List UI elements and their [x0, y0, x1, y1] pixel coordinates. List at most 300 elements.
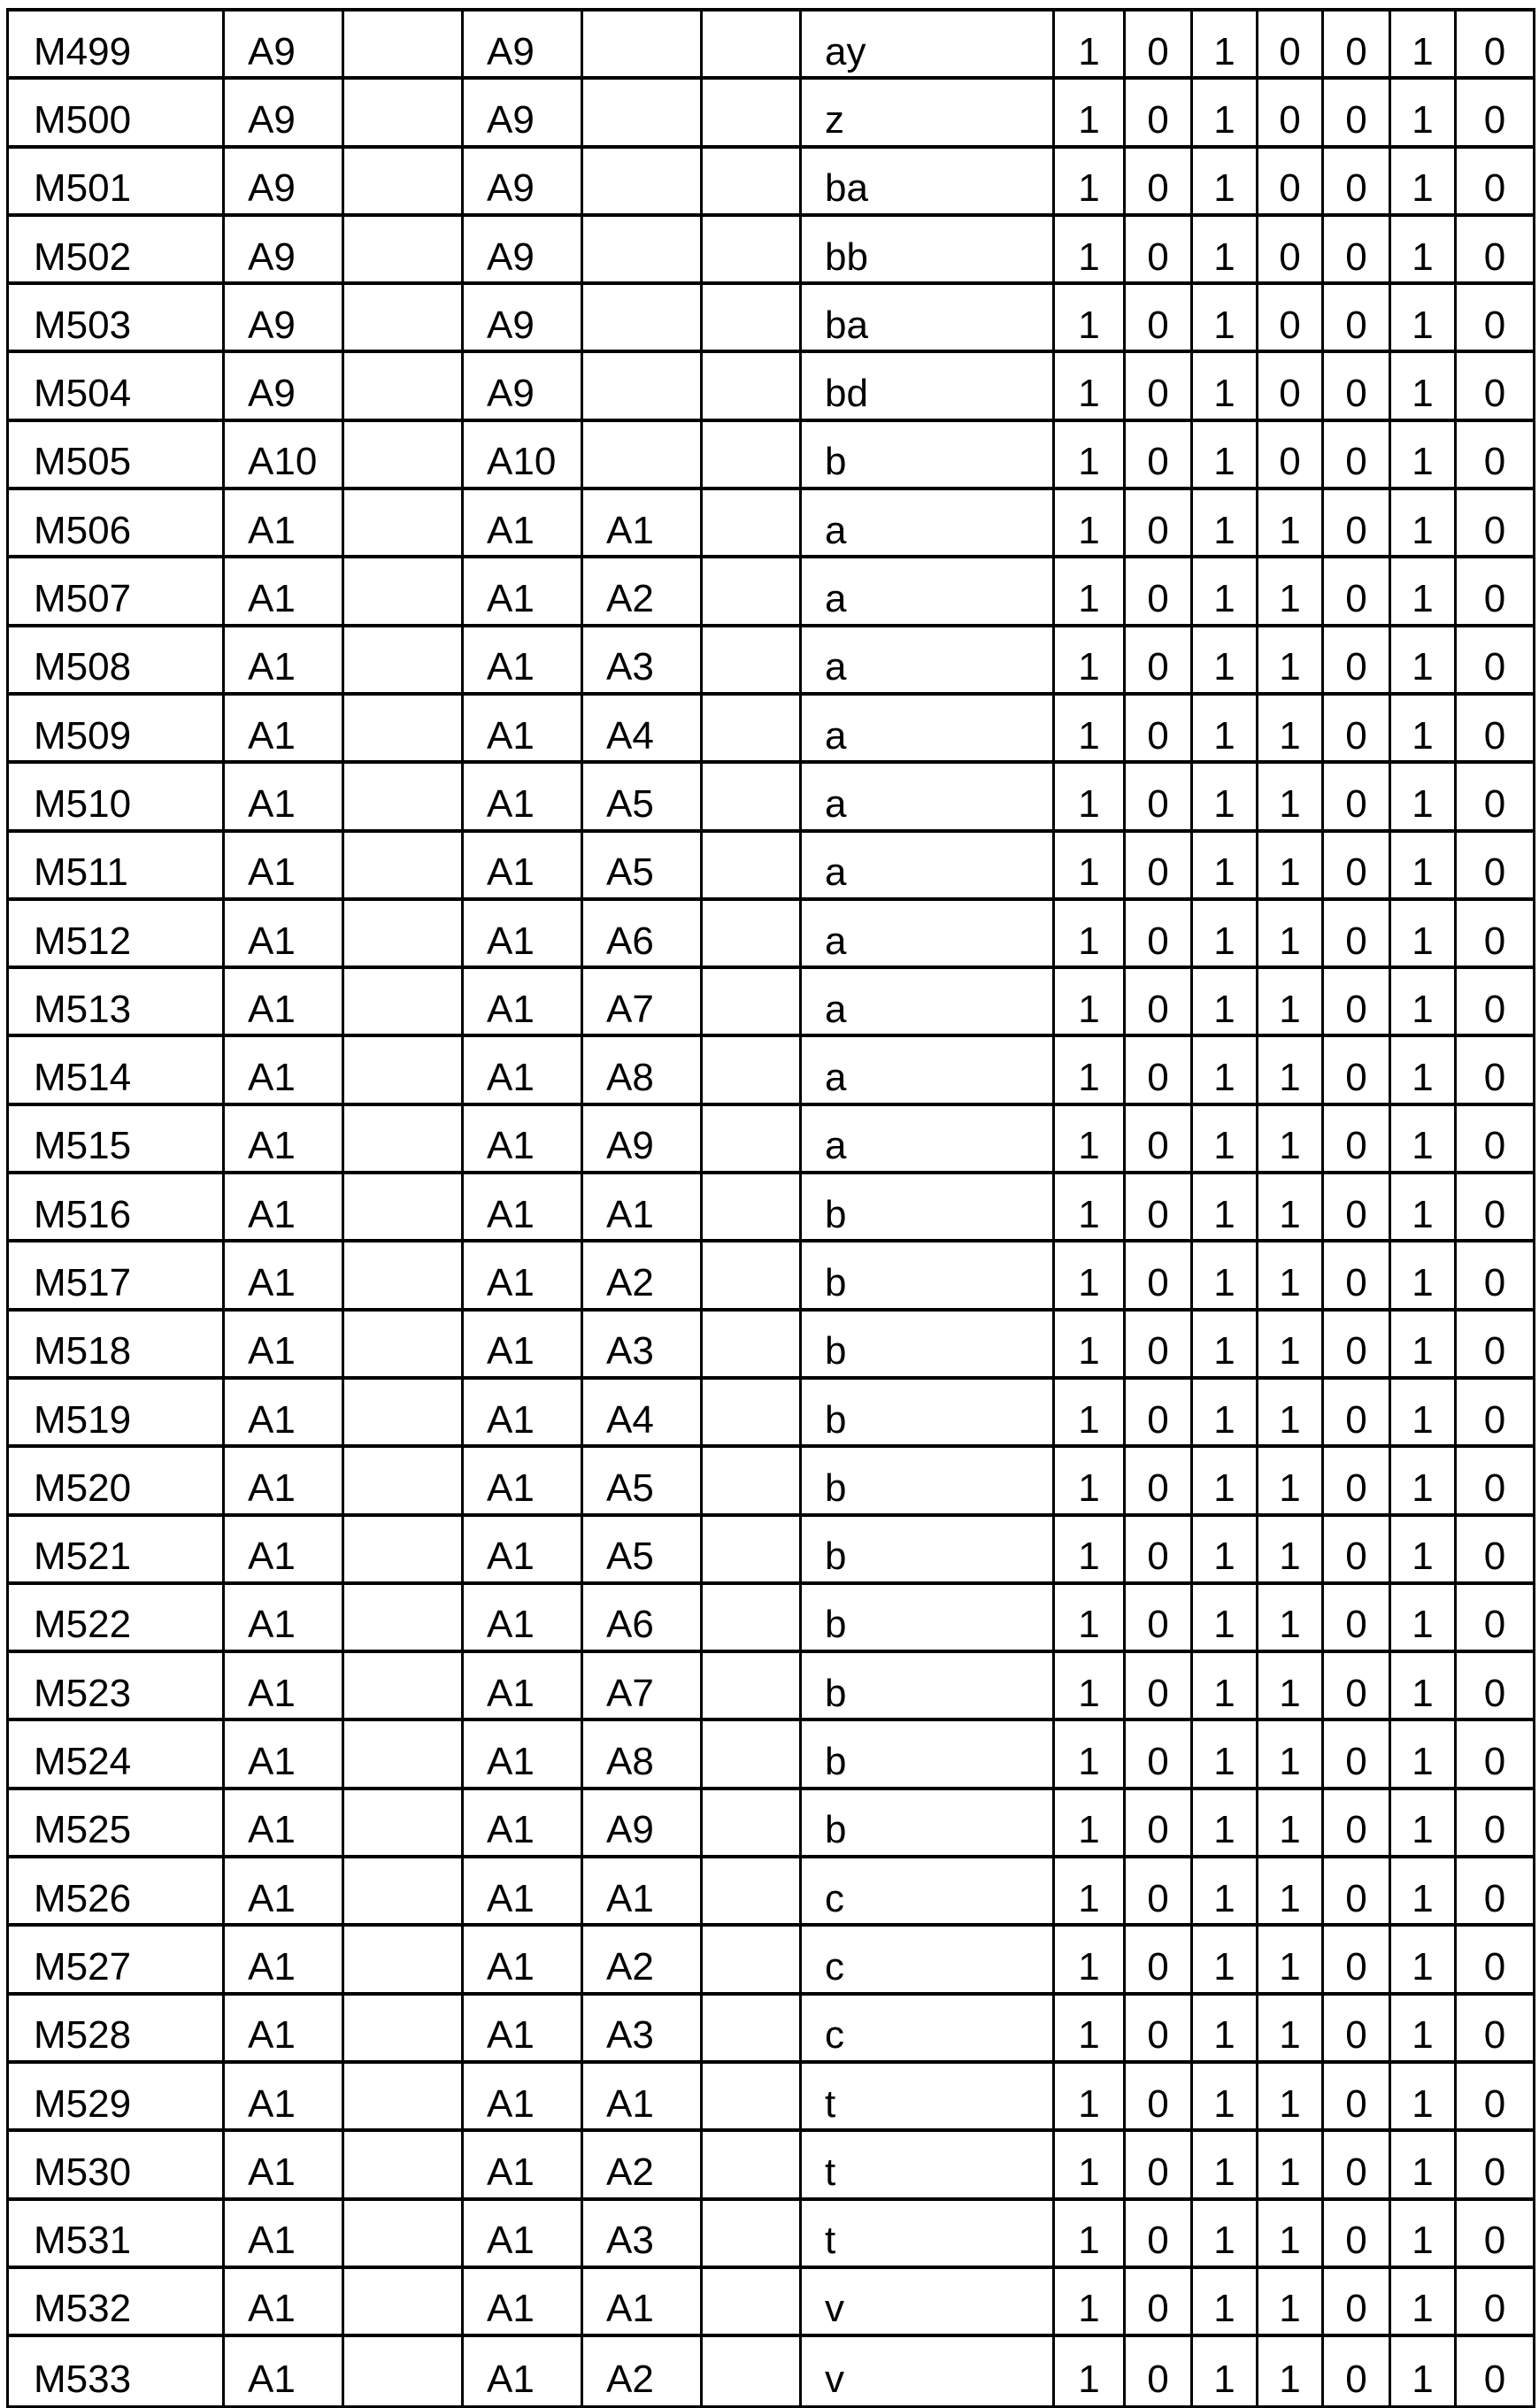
- cell-label: b: [802, 422, 1055, 490]
- cell-blank-1: [344, 627, 464, 696]
- cell-blank-2: [703, 696, 802, 764]
- cell-flag-4: 1: [1258, 1790, 1324, 1858]
- cell-marker-id: M530: [9, 2132, 225, 2200]
- cell-blank-1: [344, 1858, 464, 1927]
- cell-group-b: A9: [464, 80, 583, 148]
- cell-group-b: A1: [464, 627, 583, 696]
- cell-group-b: A1: [464, 901, 583, 969]
- cell-flag-2: 0: [1126, 1106, 1193, 1174]
- cell-flag-3: 1: [1193, 2132, 1258, 2200]
- cell-blank-1: [344, 2132, 464, 2200]
- cell-flag-6: 1: [1391, 490, 1457, 558]
- cell-flag-6: 1: [1391, 80, 1457, 148]
- cell-flag-5: 0: [1324, 1585, 1391, 1653]
- cell-flag-7: 0: [1457, 353, 1533, 421]
- cell-group-a: A1: [225, 696, 344, 764]
- cell-label: b: [802, 1174, 1055, 1242]
- cell-group-b: A1: [464, 1721, 583, 1789]
- cell-flag-7: 0: [1457, 80, 1533, 148]
- cell-flag-3: 1: [1193, 353, 1258, 421]
- cell-blank-2: [703, 285, 802, 353]
- cell-marker-id: M531: [9, 2201, 225, 2269]
- cell-flag-1: 1: [1055, 2132, 1126, 2200]
- cell-marker-id: M521: [9, 1517, 225, 1585]
- cell-flag-7: 0: [1457, 2269, 1533, 2337]
- cell-flag-5: 0: [1324, 217, 1391, 285]
- cell-flag-1: 1: [1055, 2337, 1126, 2405]
- cell-flag-5: 0: [1324, 627, 1391, 696]
- cell-label: a: [802, 901, 1055, 969]
- cell-marker-id: M523: [9, 1653, 225, 1721]
- cell-blank-2: [703, 1242, 802, 1311]
- cell-label: b: [802, 1312, 1055, 1380]
- cell-group-b: A1: [464, 2337, 583, 2405]
- cell-marker-id: M517: [9, 1242, 225, 1311]
- cell-flag-3: 1: [1193, 2337, 1258, 2405]
- cell-group-b: A1: [464, 1037, 583, 1105]
- cell-group-b: A1: [464, 2064, 583, 2132]
- cell-flag-6: 1: [1391, 2337, 1457, 2405]
- cell-blank-1: [344, 353, 464, 421]
- cell-group-b: A1: [464, 1858, 583, 1927]
- cell-flag-7: 0: [1457, 490, 1533, 558]
- cell-blank-1: [344, 1106, 464, 1174]
- cell-group-c: A2: [583, 558, 703, 627]
- cell-flag-7: 0: [1457, 1927, 1533, 1995]
- cell-group-a: A1: [225, 2064, 344, 2132]
- cell-flag-5: 0: [1324, 2132, 1391, 2200]
- cell-group-a: A1: [225, 1448, 344, 1516]
- cell-marker-id: M506: [9, 490, 225, 558]
- cell-flag-1: 1: [1055, 422, 1126, 490]
- cell-flag-2: 0: [1126, 833, 1193, 901]
- cell-flag-5: 0: [1324, 2201, 1391, 2269]
- cell-group-a: A1: [225, 1858, 344, 1927]
- cell-flag-5: 0: [1324, 2269, 1391, 2337]
- cell-group-a: A1: [225, 1996, 344, 2064]
- cell-marker-id: M503: [9, 285, 225, 353]
- cell-flag-7: 0: [1457, 833, 1533, 901]
- cell-flag-1: 1: [1055, 1996, 1126, 2064]
- cell-blank-1: [344, 1312, 464, 1380]
- cell-flag-2: 0: [1126, 1174, 1193, 1242]
- cell-flag-6: 1: [1391, 1858, 1457, 1927]
- cell-flag-5: 0: [1324, 558, 1391, 627]
- cell-group-c: [583, 217, 703, 285]
- cell-label: a: [802, 833, 1055, 901]
- cell-flag-3: 1: [1193, 558, 1258, 627]
- cell-flag-4: 1: [1258, 2201, 1324, 2269]
- cell-flag-3: 1: [1193, 422, 1258, 490]
- cell-flag-6: 1: [1391, 696, 1457, 764]
- cell-flag-2: 0: [1126, 2201, 1193, 2269]
- cell-group-a: A1: [225, 1037, 344, 1105]
- cell-flag-4: 1: [1258, 2269, 1324, 2337]
- cell-group-a: A1: [225, 2132, 344, 2200]
- cell-blank-2: [703, 558, 802, 627]
- cell-flag-6: 1: [1391, 1927, 1457, 1995]
- cell-group-a: A1: [225, 764, 344, 832]
- cell-blank-1: [344, 422, 464, 490]
- cell-flag-4: 1: [1258, 1927, 1324, 1995]
- cell-group-a: A1: [225, 1790, 344, 1858]
- cell-marker-id: M533: [9, 2337, 225, 2405]
- cell-flag-7: 0: [1457, 422, 1533, 490]
- cell-flag-1: 1: [1055, 1106, 1126, 1174]
- cell-blank-2: [703, 2201, 802, 2269]
- cell-blank-1: [344, 1927, 464, 1995]
- cell-flag-7: 0: [1457, 696, 1533, 764]
- cell-flag-3: 1: [1193, 1927, 1258, 1995]
- cell-blank-1: [344, 1790, 464, 1858]
- cell-flag-3: 1: [1193, 901, 1258, 969]
- cell-group-c: A2: [583, 2337, 703, 2405]
- cell-flag-1: 1: [1055, 1242, 1126, 1311]
- cell-blank-2: [703, 1996, 802, 2064]
- cell-blank-1: [344, 1380, 464, 1448]
- cell-label: v: [802, 2337, 1055, 2405]
- cell-flag-4: 1: [1258, 696, 1324, 764]
- cell-flag-7: 0: [1457, 1790, 1533, 1858]
- cell-blank-1: [344, 1242, 464, 1311]
- cell-flag-3: 1: [1193, 627, 1258, 696]
- cell-flag-5: 0: [1324, 353, 1391, 421]
- cell-group-a: A1: [225, 1106, 344, 1174]
- cell-flag-5: 0: [1324, 1037, 1391, 1105]
- cell-label: a: [802, 764, 1055, 832]
- cell-group-a: A1: [225, 2337, 344, 2405]
- cell-flag-4: 1: [1258, 1174, 1324, 1242]
- cell-group-c: A4: [583, 1380, 703, 1448]
- cell-label: t: [802, 2201, 1055, 2269]
- cell-label: a: [802, 627, 1055, 696]
- cell-flag-1: 1: [1055, 12, 1126, 80]
- cell-flag-7: 0: [1457, 764, 1533, 832]
- cell-flag-7: 0: [1457, 969, 1533, 1037]
- cell-flag-6: 1: [1391, 1174, 1457, 1242]
- cell-blank-1: [344, 2269, 464, 2337]
- cell-group-b: A1: [464, 1312, 583, 1380]
- cell-flag-2: 0: [1126, 490, 1193, 558]
- cell-group-b: A1: [464, 1517, 583, 1585]
- cell-label: ba: [802, 149, 1055, 217]
- cell-blank-1: [344, 696, 464, 764]
- cell-group-b: A1: [464, 1174, 583, 1242]
- cell-flag-3: 1: [1193, 833, 1258, 901]
- cell-flag-2: 0: [1126, 353, 1193, 421]
- cell-marker-id: M525: [9, 1790, 225, 1858]
- cell-flag-6: 1: [1391, 2064, 1457, 2132]
- cell-flag-1: 1: [1055, 627, 1126, 696]
- cell-marker-id: M524: [9, 1721, 225, 1789]
- cell-marker-id: M522: [9, 1585, 225, 1653]
- cell-flag-1: 1: [1055, 80, 1126, 148]
- cell-flag-4: 1: [1258, 627, 1324, 696]
- cell-blank-1: [344, 764, 464, 832]
- cell-group-a: A1: [225, 558, 344, 627]
- cell-blank-2: [703, 1790, 802, 1858]
- cell-group-c: A7: [583, 1653, 703, 1721]
- cell-flag-5: 0: [1324, 1996, 1391, 2064]
- cell-marker-id: M532: [9, 2269, 225, 2337]
- cell-flag-5: 0: [1324, 1106, 1391, 1174]
- cell-label: a: [802, 490, 1055, 558]
- cell-flag-6: 1: [1391, 1996, 1457, 2064]
- cell-blank-2: [703, 1517, 802, 1585]
- cell-flag-7: 0: [1457, 558, 1533, 627]
- cell-flag-5: 0: [1324, 901, 1391, 969]
- cell-flag-5: 0: [1324, 1174, 1391, 1242]
- cell-flag-4: 1: [1258, 1037, 1324, 1105]
- cell-marker-id: M514: [9, 1037, 225, 1105]
- cell-label: z: [802, 80, 1055, 148]
- cell-blank-2: [703, 422, 802, 490]
- cell-flag-7: 0: [1457, 1106, 1533, 1174]
- cell-flag-7: 0: [1457, 1174, 1533, 1242]
- cell-flag-3: 1: [1193, 1242, 1258, 1311]
- cell-blank-2: [703, 1174, 802, 1242]
- cell-blank-2: [703, 149, 802, 217]
- cell-blank-2: [703, 1858, 802, 1927]
- cell-flag-5: 0: [1324, 149, 1391, 217]
- cell-flag-7: 0: [1457, 627, 1533, 696]
- cell-group-c: A1: [583, 2064, 703, 2132]
- cell-group-c: [583, 353, 703, 421]
- cell-flag-4: 1: [1258, 1380, 1324, 1448]
- cell-flag-5: 0: [1324, 1721, 1391, 1789]
- cell-group-b: A9: [464, 217, 583, 285]
- cell-group-c: [583, 12, 703, 80]
- cell-group-c: A6: [583, 901, 703, 969]
- cell-flag-3: 1: [1193, 1517, 1258, 1585]
- cell-flag-1: 1: [1055, 1790, 1126, 1858]
- cell-flag-3: 1: [1193, 1790, 1258, 1858]
- cell-group-c: A3: [583, 627, 703, 696]
- cell-label: b: [802, 1585, 1055, 1653]
- cell-flag-3: 1: [1193, 696, 1258, 764]
- cell-flag-3: 1: [1193, 217, 1258, 285]
- cell-blank-2: [703, 764, 802, 832]
- cell-flag-2: 0: [1126, 558, 1193, 627]
- cell-marker-id: M510: [9, 764, 225, 832]
- cell-blank-2: [703, 833, 802, 901]
- cell-flag-7: 0: [1457, 149, 1533, 217]
- cell-flag-3: 1: [1193, 1106, 1258, 1174]
- cell-flag-3: 1: [1193, 1996, 1258, 2064]
- cell-flag-4: 1: [1258, 490, 1324, 558]
- cell-flag-7: 0: [1457, 1380, 1533, 1448]
- cell-group-b: A1: [464, 1653, 583, 1721]
- cell-flag-3: 1: [1193, 149, 1258, 217]
- cell-label: bb: [802, 217, 1055, 285]
- cell-label: t: [802, 2064, 1055, 2132]
- cell-flag-7: 0: [1483, 2357, 1506, 2401]
- cell-flag-2: 0: [1126, 80, 1193, 148]
- cell-flag-2: 0: [1126, 2132, 1193, 2200]
- cell-flag-1: 1: [1055, 1721, 1126, 1789]
- cell-group-b: A1: [464, 2132, 583, 2200]
- cell-flag-6: 1: [1391, 1106, 1457, 1174]
- cell-group-a: A1: [225, 1380, 344, 1448]
- cell-label: t: [802, 2132, 1055, 2200]
- cell-flag-1: 1: [1055, 1858, 1126, 1927]
- cell-blank-1: [344, 490, 464, 558]
- cell-blank-2: [703, 1585, 802, 1653]
- cell-marker-id: M502: [9, 217, 225, 285]
- cell-flag-6: 1: [1391, 2201, 1457, 2269]
- cell-label: a: [802, 969, 1055, 1037]
- cell-group-b: A1: [464, 1380, 583, 1448]
- cell-flag-4: 0: [1258, 149, 1324, 217]
- cell-flag-4: 1: [1258, 558, 1324, 627]
- cell-flag-1: 1: [1055, 696, 1126, 764]
- cell-flag-2: 0: [1126, 422, 1193, 490]
- cell-flag-1: 1: [1055, 901, 1126, 969]
- cell-flag-1: 1: [1055, 558, 1126, 627]
- cell-label: c: [802, 1858, 1055, 1927]
- cell-flag-6: 1: [1391, 1037, 1457, 1105]
- cell-label: b: [802, 1517, 1055, 1585]
- cell-flag-4: 1: [1258, 764, 1324, 832]
- cell-flag-1: 1: [1055, 1517, 1126, 1585]
- cell-flag-4: 1: [1258, 969, 1324, 1037]
- cell-flag-5: 0: [1324, 80, 1391, 148]
- cell-flag-5: 0: [1324, 285, 1391, 353]
- cell-label: a: [802, 696, 1055, 764]
- cell-blank-2: [703, 353, 802, 421]
- cell-flag-2: 0: [1126, 1790, 1193, 1858]
- cell-flag-7: 0: [1457, 2132, 1533, 2200]
- cell-group-a: A1: [225, 1517, 344, 1585]
- cell-label: a: [802, 1037, 1055, 1105]
- cell-group-c: A7: [583, 969, 703, 1037]
- cell-flag-6: 1: [1391, 12, 1457, 80]
- cell-blank-1: [344, 1653, 464, 1721]
- cell-flag-4: 1: [1258, 833, 1324, 901]
- cell-group-c: A3: [583, 2201, 703, 2269]
- cell-blank-1: [344, 1585, 464, 1653]
- cell-group-c: A8: [583, 1037, 703, 1105]
- cell-flag-4: 0: [1258, 422, 1324, 490]
- cell-group-c: A2: [583, 1242, 703, 1311]
- cell-flag-2: 0: [1126, 1653, 1193, 1721]
- cell-blank-2: [703, 1448, 802, 1516]
- cell-group-b: A1: [464, 969, 583, 1037]
- cell-group-b: A1: [464, 1448, 583, 1516]
- cell-flag-3: 1: [1193, 80, 1258, 148]
- cell-marker-id: M512: [9, 901, 225, 969]
- cell-marker-id: M527: [9, 1927, 225, 1995]
- cell-blank-1: [344, 1996, 464, 2064]
- cell-blank-2: [703, 217, 802, 285]
- cell-flag-7: 0: [1457, 12, 1533, 80]
- cell-flag-5: 0: [1324, 1927, 1391, 1995]
- cell-flag-4: 1: [1258, 1996, 1324, 2064]
- cell-flag-1: 1: [1055, 285, 1126, 353]
- cell-marker-id: M513: [9, 969, 225, 1037]
- cell-group-b: A9: [464, 149, 583, 217]
- cell-marker-id: M500: [9, 80, 225, 148]
- cell-blank-2: [703, 2064, 802, 2132]
- cell-group-c: A5: [583, 764, 703, 832]
- cell-group-a: A9: [225, 217, 344, 285]
- cell-marker-id: M528: [9, 1996, 225, 2064]
- cell-flag-6: 1: [1391, 1380, 1457, 1448]
- cell-label: b: [802, 1380, 1055, 1448]
- cell-label: b: [802, 1448, 1055, 1516]
- data-table: [9, 12, 1533, 2405]
- cell-flag-1: 1: [1055, 1653, 1126, 1721]
- cell-flag-4: 0: [1258, 80, 1324, 148]
- cell-flag-7: 0: [1457, 1448, 1533, 1516]
- cell-flag-6: 1: [1391, 969, 1457, 1037]
- cell-flag-2: 0: [1126, 149, 1193, 217]
- cell-flag-5: 0: [1324, 1653, 1391, 1721]
- cell-flag-1: 1: [1055, 217, 1126, 285]
- cell-flag-3: 1: [1193, 1585, 1258, 1653]
- cell-flag-7: 0: [1457, 285, 1533, 353]
- cell-label: a: [802, 558, 1055, 627]
- cell-flag-1: 1: [1055, 1312, 1126, 1380]
- cell-flag-2: 0: [1126, 1242, 1193, 1311]
- cell-flag-4: 1: [1258, 2132, 1324, 2200]
- cell-group-a: A1: [225, 1927, 344, 1995]
- cell-group-b: A10: [464, 422, 583, 490]
- cell-group-a: A1: [225, 2269, 344, 2337]
- cell-flag-6: 1: [1391, 2269, 1457, 2337]
- cell-group-c: A2: [583, 1927, 703, 1995]
- cell-blank-1: [344, 1448, 464, 1516]
- cell-flag-6: 1: [1391, 353, 1457, 421]
- cell-blank-2: [703, 490, 802, 558]
- cell-group-b: A1: [464, 2269, 583, 2337]
- cell-group-a: A1: [225, 1585, 344, 1653]
- cell-group-c: A1: [583, 490, 703, 558]
- cell-flag-2: 0: [1126, 1380, 1193, 1448]
- cell-flag-3: 1: [1193, 1312, 1258, 1380]
- cell-flag-4: 1: [1258, 1242, 1324, 1311]
- cell-flag-7: 0: [1457, 901, 1533, 969]
- cell-flag-2: 0: [1126, 901, 1193, 969]
- cell-flag-3: 1: [1193, 969, 1258, 1037]
- cell-group-a: A1: [225, 1242, 344, 1311]
- cell-group-a: A1: [225, 1653, 344, 1721]
- cell-flag-4: 1: [1258, 901, 1324, 969]
- cell-group-a: A10: [225, 422, 344, 490]
- cell-flag-4: 1: [1258, 2337, 1324, 2405]
- cell-flag-7: 0: [1457, 1312, 1533, 1380]
- cell-flag-2: 0: [1126, 1858, 1193, 1927]
- cell-flag-4: 0: [1258, 217, 1324, 285]
- cell-marker-id: M516: [9, 1174, 225, 1242]
- cell-label: ba: [802, 285, 1055, 353]
- cell-flag-3: 1: [1193, 1174, 1258, 1242]
- cell-flag-5: 0: [1324, 1242, 1391, 1311]
- cell-blank-2: [703, 901, 802, 969]
- cell-flag-1: 1: [1055, 2269, 1126, 2337]
- cell-flag-1: 1: [1055, 833, 1126, 901]
- cell-flag-2: 0: [1126, 969, 1193, 1037]
- cell-flag-2: 0: [1126, 1448, 1193, 1516]
- cell-flag-2: 0: [1126, 696, 1193, 764]
- cell-group-a: A1: [225, 969, 344, 1037]
- cell-group-b: A9: [464, 285, 583, 353]
- cell-blank-1: [344, 149, 464, 217]
- cell-group-b: A1: [464, 2201, 583, 2269]
- cell-flag-4: 1: [1258, 1585, 1324, 1653]
- cell-flag-7: 0: [1457, 1517, 1533, 1585]
- cell-flag-1: 1: [1055, 764, 1126, 832]
